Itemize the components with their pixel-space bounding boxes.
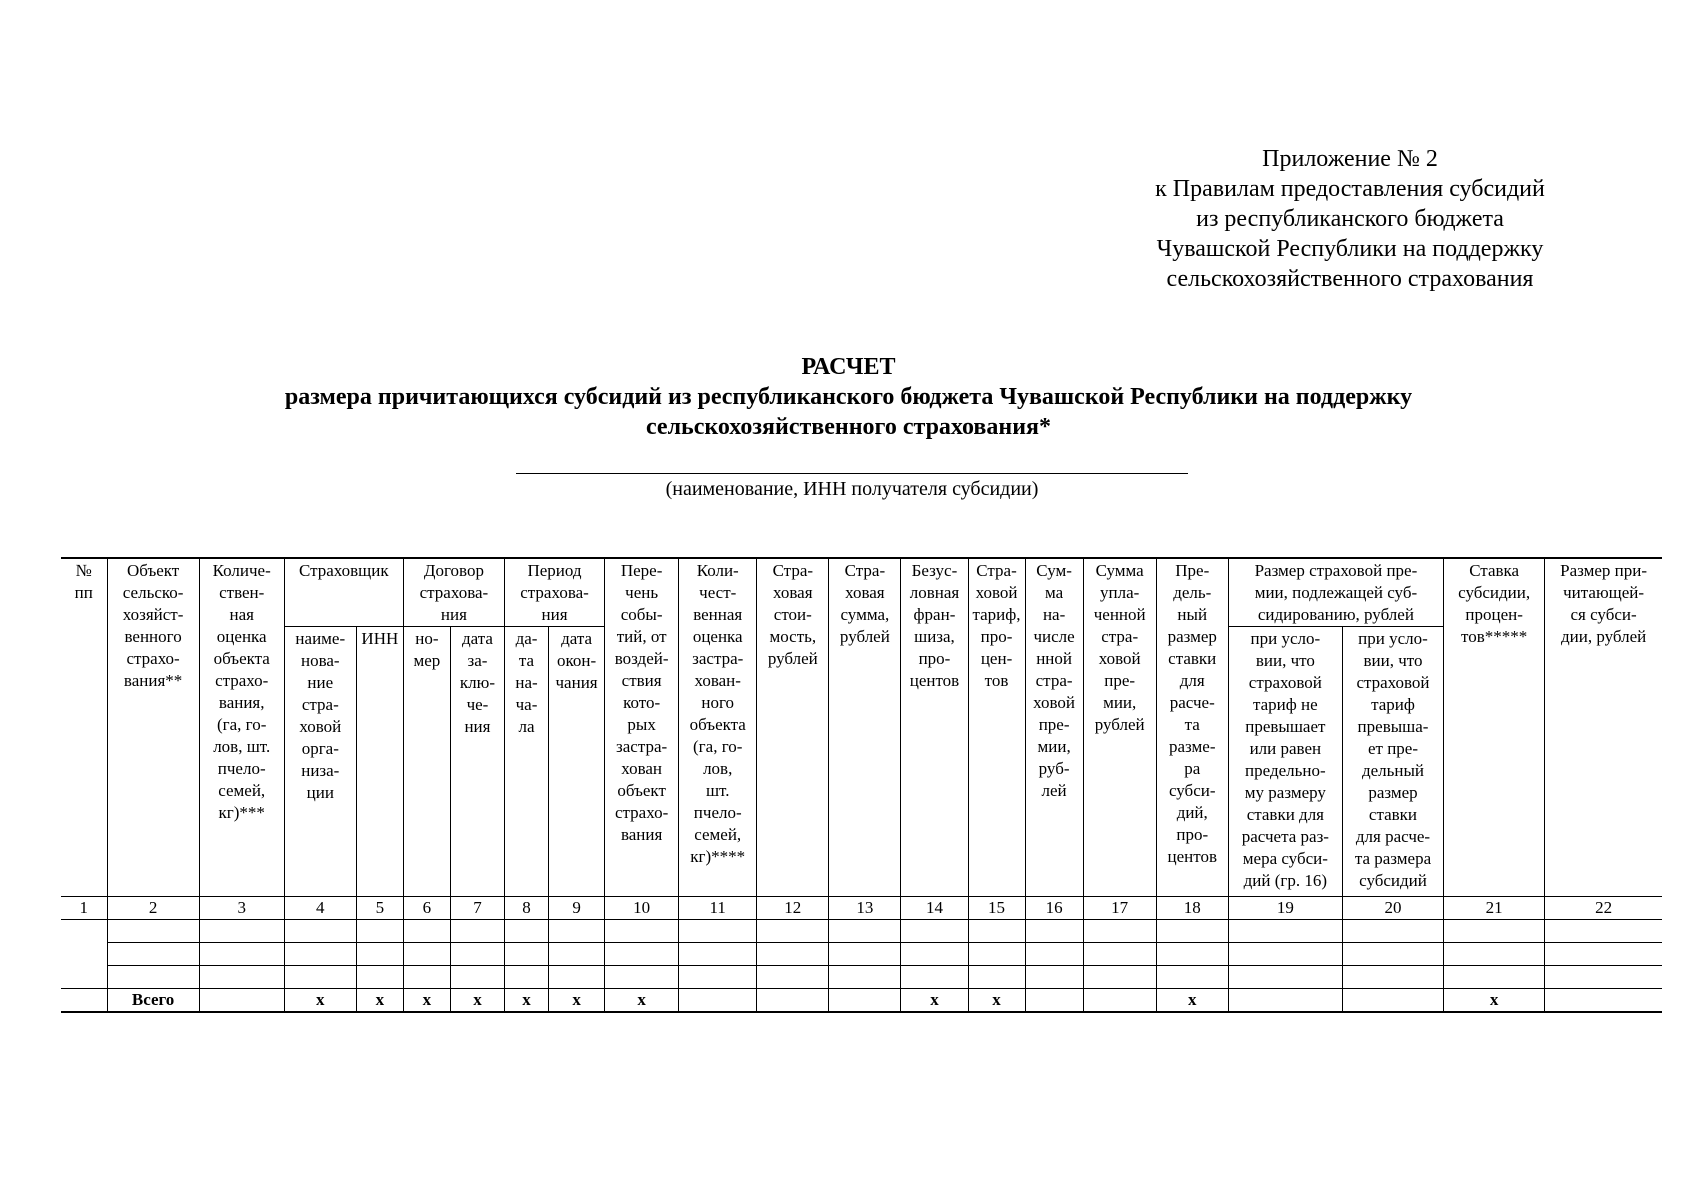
total-cell xyxy=(1083,989,1156,1013)
empty-cell xyxy=(284,920,356,943)
empty-cell xyxy=(679,920,757,943)
empty-cell xyxy=(829,920,901,943)
total-cell: x xyxy=(450,989,504,1013)
column-number: 4 xyxy=(284,897,356,920)
document-title xyxy=(0,352,1697,442)
total-spacer-cell xyxy=(61,989,107,1013)
header-group-premium: Размер страховой пре- мии, подлежащей суб- сидированию, рублей xyxy=(1228,558,1443,627)
appendix-line: Чувашской Республики на поддержку xyxy=(1156,236,1544,262)
empty-cell xyxy=(1444,920,1545,943)
column-number: 6 xyxy=(403,897,450,920)
empty-cell xyxy=(1156,943,1228,966)
column-number: 7 xyxy=(450,897,504,920)
empty-cell xyxy=(968,943,1025,966)
column-number: 20 xyxy=(1342,897,1443,920)
empty-row xyxy=(61,966,1662,989)
header-c5: ИНН xyxy=(356,627,403,897)
total-label: Всего xyxy=(107,989,199,1013)
header-c4: наиме- нова- ние стра- ховой орга- низа- ции xyxy=(284,627,356,897)
empty-cell xyxy=(829,943,901,966)
header-c6: но- мер xyxy=(403,627,450,897)
header-group-period: Период страхова- ния xyxy=(504,558,604,627)
column-number: 12 xyxy=(757,897,829,920)
empty-cell xyxy=(107,943,199,966)
empty-row xyxy=(61,920,1662,943)
total-cell xyxy=(757,989,829,1013)
empty-cell xyxy=(605,920,679,943)
column-number: 9 xyxy=(549,897,605,920)
title-line2: размера причитающихся субсидий из республиканского бюджета Чувашской Республики на поддержку xyxy=(284,384,1413,410)
empty-cell xyxy=(1444,966,1545,989)
header-c1: № пп xyxy=(61,558,107,897)
empty-cell xyxy=(1444,943,1545,966)
column-number: 5 xyxy=(356,897,403,920)
header-c21: Ставка субсидии, процен- тов***** xyxy=(1444,558,1545,897)
empty-cell xyxy=(829,966,901,989)
empty-cell xyxy=(284,966,356,989)
empty-cell xyxy=(1156,966,1228,989)
empty-cell xyxy=(901,920,968,943)
total-cell: x xyxy=(1444,989,1545,1013)
recipient-blank-line xyxy=(516,473,1188,474)
column-number: 8 xyxy=(504,897,548,920)
empty-cell xyxy=(284,943,356,966)
empty-cell xyxy=(605,943,679,966)
empty-cell xyxy=(504,943,548,966)
header-c17: Сумма упла- ченной стра- ховой пре- мии, рублей xyxy=(1083,558,1156,897)
empty-cell xyxy=(679,943,757,966)
empty-cell xyxy=(757,920,829,943)
column-number: 3 xyxy=(199,897,284,920)
header-row-1 xyxy=(61,558,1662,627)
empty-cell xyxy=(757,966,829,989)
empty-cell xyxy=(450,966,504,989)
header-c16: Сум- ма на- числе нной стра- ховой пре- мии, руб- лей xyxy=(1025,558,1083,897)
empty-cell xyxy=(450,943,504,966)
empty-cell xyxy=(403,920,450,943)
column-number: 16 xyxy=(1025,897,1083,920)
appendix-line: из республиканского бюджета xyxy=(1196,206,1504,232)
header-group-insurer: Страховщик xyxy=(284,558,403,627)
column-number: 21 xyxy=(1444,897,1545,920)
header-c2: Объект сельско- хозяйст- венного страхо- вания** xyxy=(107,558,199,897)
empty-cell xyxy=(1025,943,1083,966)
column-number: 1 xyxy=(61,897,107,920)
empty-cell xyxy=(61,920,107,943)
header-c11: Коли- чест- венная оценка застра- хован- ного объекта (га, го- лов, шт. пчело- семей, кг)**** xyxy=(679,558,757,897)
column-number-row xyxy=(61,897,1662,920)
header-c15: Стра- ховой тариф, про- цен- тов xyxy=(968,558,1025,897)
empty-cell xyxy=(1342,943,1443,966)
empty-cell xyxy=(1342,966,1443,989)
appendix-line: Приложение № 2 xyxy=(1262,146,1438,172)
empty-cell xyxy=(356,920,403,943)
empty-cell xyxy=(61,966,107,989)
total-cell: x xyxy=(504,989,548,1013)
header-c14: Безус- ловная фран- шиза, про- центов xyxy=(901,558,968,897)
total-cell: x xyxy=(284,989,356,1013)
total-cell xyxy=(1228,989,1342,1013)
header-c12: Стра- ховая стои- мость, рублей xyxy=(757,558,829,897)
header-c8: да- та на- ча- ла xyxy=(504,627,548,897)
empty-cell xyxy=(1083,943,1156,966)
empty-cell xyxy=(605,966,679,989)
column-number: 18 xyxy=(1156,897,1228,920)
empty-cell xyxy=(403,966,450,989)
total-cell: x xyxy=(605,989,679,1013)
header-c9: дата окон- чания xyxy=(549,627,605,897)
appendix-note xyxy=(1120,144,1580,294)
appendix-line: сельскохозяйственного страхования xyxy=(1166,266,1534,292)
header-c7: дата за- клю- че- ния xyxy=(450,627,504,897)
header-c3: Количе- ствен- ная оценка объекта страхо- вания, (га, го- лов, шт. пчело- семей, кг)*** xyxy=(199,558,284,897)
empty-cell xyxy=(356,966,403,989)
column-number: 17 xyxy=(1083,897,1156,920)
calculation-table xyxy=(61,557,1662,1013)
column-number: 2 xyxy=(107,897,199,920)
column-number: 13 xyxy=(829,897,901,920)
empty-cell xyxy=(968,966,1025,989)
empty-cell xyxy=(757,943,829,966)
header-group-contract: Договор страхова- ния xyxy=(403,558,504,627)
empty-cell xyxy=(549,920,605,943)
total-cell: x xyxy=(403,989,450,1013)
total-cell: x xyxy=(356,989,403,1013)
column-number: 11 xyxy=(679,897,757,920)
empty-cell xyxy=(107,966,199,989)
empty-cell xyxy=(199,920,284,943)
total-row xyxy=(61,989,1662,1013)
empty-row xyxy=(61,943,1662,966)
total-cell xyxy=(199,989,284,1013)
empty-cell xyxy=(1545,943,1662,966)
column-number: 22 xyxy=(1545,897,1662,920)
header-c10: Пере- чень собы- тий, от воздей- ствия кото- рых застра- хован объект страхо- вания xyxy=(605,558,679,897)
empty-cell xyxy=(901,943,968,966)
empty-cell xyxy=(356,943,403,966)
title-line3: сельскохозяйственного страхования* xyxy=(645,414,1052,440)
empty-cell xyxy=(61,943,107,966)
empty-cell xyxy=(968,920,1025,943)
header-c20: при усло- вии, что страховой тариф превыша- ет пре- дельный размер ставки для расче- та размера субсидий xyxy=(1342,627,1443,897)
empty-cell xyxy=(199,943,284,966)
empty-cell xyxy=(1545,966,1662,989)
empty-cell xyxy=(549,943,605,966)
total-cell: x xyxy=(901,989,968,1013)
empty-cell xyxy=(1228,943,1342,966)
column-number: 10 xyxy=(605,897,679,920)
empty-cell xyxy=(1083,966,1156,989)
total-cell xyxy=(1025,989,1083,1013)
header-c19: при усло- вии, что страховой тариф не превышает или равен предельно- му размеру ставки для расчета раз- мера субси- дий (гр. 16) xyxy=(1228,627,1342,897)
column-number: 14 xyxy=(901,897,968,920)
header-c18: Пре- дель- ный размер ставки для расче- та разме- ра субси- дий, про- центов xyxy=(1156,558,1228,897)
empty-cell xyxy=(1228,920,1342,943)
appendix-line: к Правилам предоставления субсидий xyxy=(1155,176,1545,202)
column-number: 19 xyxy=(1228,897,1342,920)
title-main: РАСЧЕТ xyxy=(801,354,896,380)
empty-cell xyxy=(1025,920,1083,943)
total-cell xyxy=(679,989,757,1013)
empty-cell xyxy=(1025,966,1083,989)
total-cell xyxy=(1342,989,1443,1013)
empty-cell xyxy=(1228,966,1342,989)
total-cell: x xyxy=(968,989,1025,1013)
empty-cell xyxy=(1156,920,1228,943)
total-cell: x xyxy=(549,989,605,1013)
total-cell xyxy=(829,989,901,1013)
empty-cell xyxy=(504,920,548,943)
empty-cell xyxy=(450,920,504,943)
column-number: 15 xyxy=(968,897,1025,920)
total-cell xyxy=(1545,989,1662,1013)
empty-cell xyxy=(403,943,450,966)
empty-cell xyxy=(1083,920,1156,943)
empty-cell xyxy=(1545,920,1662,943)
recipient-caption: (наименование, ИНН получателя субсидии) xyxy=(665,478,1039,500)
empty-cell xyxy=(549,966,605,989)
empty-cell xyxy=(199,966,284,989)
header-c22: Размер при- читающей- ся субси- дии, рублей xyxy=(1545,558,1662,897)
empty-cell xyxy=(901,966,968,989)
empty-cell xyxy=(1342,920,1443,943)
header-c13: Стра- ховая сумма, рублей xyxy=(829,558,901,897)
empty-cell xyxy=(504,966,548,989)
empty-cell xyxy=(107,920,199,943)
empty-cell xyxy=(679,966,757,989)
total-cell: x xyxy=(1156,989,1228,1013)
